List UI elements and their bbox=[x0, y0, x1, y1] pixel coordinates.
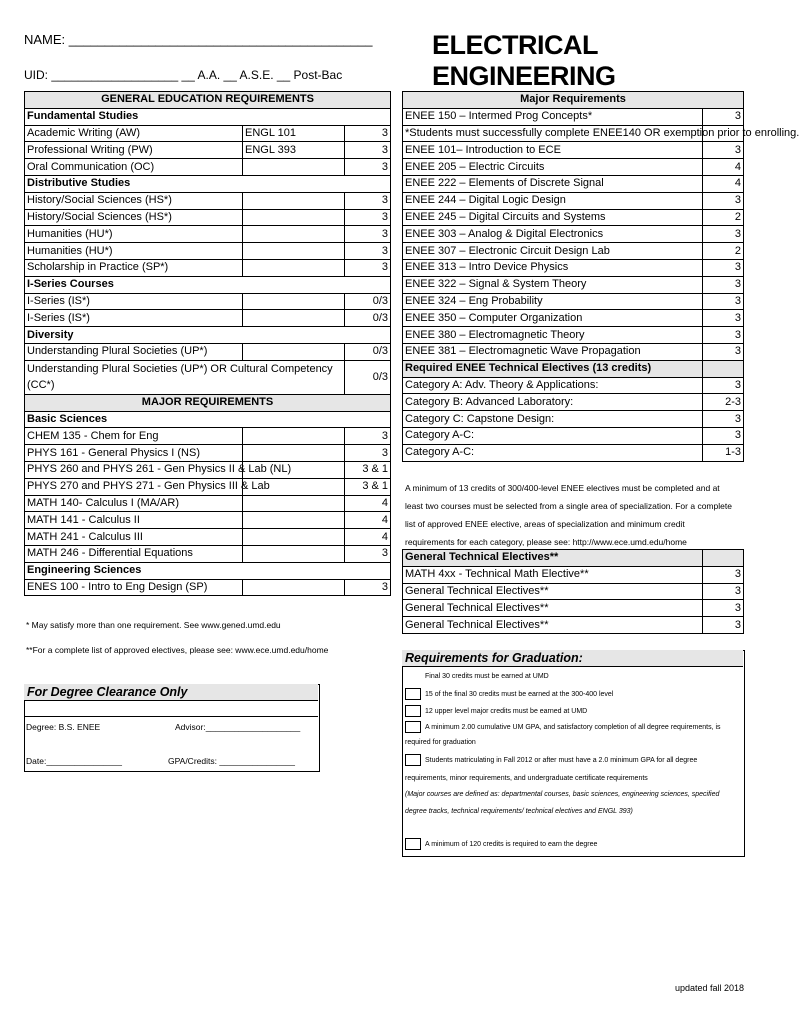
table-row bbox=[25, 411, 391, 428]
elective-note-block bbox=[405, 479, 745, 551]
course-name: ENEE 205 – Electric Circuits bbox=[403, 159, 703, 176]
date-field[interactable]: Date:________________ bbox=[26, 756, 122, 766]
course-name: *Students must successfully complete ENEE140 OR exemption prior to enrolling. bbox=[403, 125, 703, 142]
elective-note-line: least two courses must be selected from a single area of specialization. For a complete bbox=[405, 501, 732, 511]
table-row bbox=[403, 377, 744, 394]
grad-item-text: 15 of the final 30 credits must be earned at the 300-400 level bbox=[425, 691, 614, 698]
grad-item bbox=[405, 752, 740, 788]
credit-value: 3 bbox=[345, 142, 391, 159]
major-requirements-table bbox=[402, 91, 799, 462]
credit-value: 2 bbox=[703, 243, 744, 260]
table-row bbox=[25, 327, 391, 344]
table-row bbox=[403, 209, 744, 226]
credit-value: 3 bbox=[703, 108, 744, 125]
course-name: ENEE 350 – Computer Organization bbox=[403, 310, 703, 327]
table-row bbox=[25, 579, 391, 596]
credit-value: 0/3 bbox=[345, 360, 391, 394]
course-name: Category A: Adv. Theory & Applications: bbox=[403, 377, 703, 394]
course-name: ENEE 101– Introduction to ECE bbox=[403, 142, 703, 159]
course-name: Oral Communication (OC) bbox=[25, 159, 243, 176]
course-name: Required ENEE Technical Electives (13 credits) bbox=[403, 360, 703, 377]
table-row bbox=[25, 175, 391, 192]
gpa-credits-field[interactable]: GPA/Credits: ________________ bbox=[168, 756, 295, 766]
credit-value: 3 bbox=[345, 159, 391, 176]
table-row bbox=[25, 125, 391, 142]
table-row bbox=[25, 142, 391, 159]
course-code bbox=[243, 310, 345, 327]
table-row bbox=[25, 259, 391, 276]
table-row bbox=[403, 192, 744, 209]
credit-value bbox=[703, 360, 744, 377]
table-row bbox=[25, 276, 391, 293]
grad-item bbox=[405, 720, 740, 750]
course-code bbox=[243, 343, 345, 360]
table-row bbox=[403, 159, 744, 176]
section-band: GENERAL EDUCATION REQUIREMENTS bbox=[25, 92, 391, 109]
credit-value: 4 bbox=[345, 512, 391, 529]
credit-value: 3 bbox=[345, 192, 391, 209]
table-row bbox=[25, 209, 391, 226]
course-code bbox=[243, 209, 345, 226]
course-code bbox=[243, 529, 345, 546]
table-row bbox=[25, 159, 391, 176]
credit-value: 0/3 bbox=[345, 343, 391, 360]
table-row bbox=[25, 512, 391, 529]
course-name: ENEE 324 – Eng Probability bbox=[403, 293, 703, 310]
credit-value: 3 bbox=[345, 445, 391, 462]
table-row bbox=[403, 142, 744, 159]
course-name: ENES 100 - Intro to Eng Design (SP) bbox=[25, 579, 243, 596]
course-name: PHYS 270 and PHYS 271 - Gen Physics III & Lab bbox=[25, 478, 243, 495]
table-row bbox=[403, 293, 744, 310]
table-row bbox=[403, 327, 744, 344]
section-band: MAJOR REQUIREMENTS bbox=[25, 394, 391, 411]
course-name: Category A-C: bbox=[403, 444, 703, 461]
credit-value: 3 bbox=[345, 209, 391, 226]
credit-value: 4 bbox=[703, 175, 744, 192]
table-row bbox=[25, 310, 391, 327]
course-name: PHYS 161 - General Physics I (NS) bbox=[25, 445, 243, 462]
course-name: Understanding Plural Societies (UP*) bbox=[25, 343, 243, 360]
course-code bbox=[243, 512, 345, 529]
table-row bbox=[25, 343, 391, 360]
table-row bbox=[403, 411, 744, 428]
grad-item bbox=[405, 668, 740, 685]
credit-value: 3 bbox=[345, 125, 391, 142]
elective-note-line: requirements for each category, please see: http://www.ece.umd.edu/home bbox=[405, 537, 687, 547]
table-row bbox=[403, 276, 744, 293]
grad-item-text: A minimum of 120 credits is required to earn the degree bbox=[425, 841, 598, 848]
grad-item-text: Final 30 credits must be earned at UMD bbox=[425, 673, 549, 680]
course-name: ENEE 322 – Signal & System Theory bbox=[403, 276, 703, 293]
table-row bbox=[403, 583, 744, 600]
table-row bbox=[25, 243, 391, 260]
table-row bbox=[403, 394, 744, 411]
grad-item bbox=[405, 686, 740, 703]
course-name: General Technical Electives** bbox=[403, 583, 703, 600]
course-code bbox=[243, 579, 345, 596]
page-title: ELECTRICAL ENGINEERING bbox=[432, 30, 616, 91]
credit-value: 3 bbox=[703, 293, 744, 310]
course-name: ENEE 222 – Elements of Discrete Signal bbox=[403, 175, 703, 192]
course-code: ENGL 393 bbox=[243, 142, 345, 159]
table-row bbox=[403, 444, 744, 461]
course-name: I-Series (IS*) bbox=[25, 310, 243, 327]
course-name: MATH 140- Calculus I (MA/AR) bbox=[25, 495, 243, 512]
credit-value bbox=[703, 550, 744, 567]
course-name: ENEE 303 – Analog & Digital Electronics bbox=[403, 226, 703, 243]
credit-value: 4 bbox=[345, 495, 391, 512]
credit-value: 3 bbox=[703, 617, 744, 634]
table-row bbox=[403, 427, 744, 444]
section-heading: I-Series Courses bbox=[25, 276, 391, 293]
table-row bbox=[25, 226, 391, 243]
grad-item-text: A minimum 2.00 cumulative UM GPA, and satisfactory completion of all degree requirements, is required for graduation bbox=[405, 724, 721, 746]
course-code bbox=[243, 495, 345, 512]
course-code bbox=[243, 428, 345, 445]
general-education-table bbox=[24, 91, 391, 596]
course-name: Category B: Advanced Laboratory: bbox=[403, 394, 703, 411]
credit-value: 3 bbox=[703, 226, 744, 243]
table-row bbox=[25, 545, 391, 562]
credit-value: 3 bbox=[703, 192, 744, 209]
credit-value: 3 bbox=[703, 343, 744, 360]
course-code bbox=[243, 243, 345, 260]
credit-value: 3 bbox=[703, 583, 744, 600]
electives-note: **For a complete list of approved electives, please see: www.ece.umd.edu/home bbox=[26, 645, 329, 655]
credit-value: 4 bbox=[345, 529, 391, 546]
clearance-blank-row bbox=[24, 702, 318, 717]
course-name: ENEE 380 – Electromagnetic Theory bbox=[403, 327, 703, 344]
updated-date: updated fall 2018 bbox=[675, 983, 745, 993]
course-name: General Technical Electives** bbox=[403, 550, 703, 567]
course-name: General Technical Electives** bbox=[403, 617, 703, 634]
credit-value: 3 bbox=[345, 579, 391, 596]
course-name: Humanities (HU*) bbox=[25, 243, 243, 260]
grad-checkbox[interactable] bbox=[405, 721, 421, 733]
credit-value: 3 bbox=[345, 243, 391, 260]
table-row bbox=[25, 529, 391, 546]
course-name: ENEE 381 – Electromagnetic Wave Propagation bbox=[403, 343, 703, 360]
table-row bbox=[25, 562, 391, 579]
section-heading: Distributive Studies bbox=[25, 175, 391, 192]
table-row bbox=[403, 125, 744, 142]
credit-value: 3 bbox=[703, 377, 744, 394]
table-row bbox=[25, 478, 391, 495]
credit-value: 3 & 1 bbox=[345, 461, 391, 478]
table-row bbox=[403, 550, 744, 567]
table-row bbox=[403, 92, 744, 109]
course-name: MATH 141 - Calculus II bbox=[25, 512, 243, 529]
credit-value: 3 bbox=[345, 226, 391, 243]
credit-value: 3 bbox=[703, 310, 744, 327]
credit-value: 3 bbox=[703, 411, 744, 428]
name-field-label: NAME: __________________________________________ bbox=[24, 32, 373, 47]
course-name: General Technical Electives** bbox=[403, 600, 703, 617]
table-row bbox=[25, 293, 391, 310]
course-name: MATH 4xx - Technical Math Elective** bbox=[403, 566, 703, 583]
course-code bbox=[243, 159, 345, 176]
table-row bbox=[403, 243, 744, 260]
elective-note-line: list of approved ENEE elective, areas of specialization and minimum credit bbox=[405, 519, 685, 529]
section-band: Major Requirements bbox=[403, 92, 744, 109]
credit-value: 1-3 bbox=[703, 444, 744, 461]
table-row bbox=[403, 108, 744, 125]
table-row bbox=[25, 445, 391, 462]
course-code: ENGL 101 bbox=[243, 125, 345, 142]
table-row bbox=[25, 394, 391, 411]
grad-item-text: (Major courses are defined as: departmental courses, basic sciences, engineering sciences, specified degree tracks, technical requirements/ technical electives and ENGL 393) bbox=[405, 791, 720, 815]
credit-value: 0/3 bbox=[345, 310, 391, 327]
table-row bbox=[403, 343, 744, 360]
advisor-field[interactable]: Advisor:____________________ bbox=[175, 722, 301, 732]
section-heading: Fundamental Studies bbox=[25, 108, 391, 125]
course-name: Academic Writing (AW) bbox=[25, 125, 243, 142]
table-row bbox=[403, 259, 744, 276]
course-name: I-Series (IS*) bbox=[25, 293, 243, 310]
credit-value: 3 bbox=[703, 327, 744, 344]
table-row bbox=[25, 495, 391, 512]
credit-value: 3 & 1 bbox=[345, 478, 391, 495]
course-name: PHYS 260 and PHYS 261 - Gen Physics II & Lab (NL) bbox=[25, 461, 243, 478]
table-row bbox=[403, 310, 744, 327]
course-name: CHEM 135 - Chem for Eng bbox=[25, 428, 243, 445]
grad-checkbox[interactable] bbox=[405, 688, 421, 700]
credit-value: 3 bbox=[703, 142, 744, 159]
table-row bbox=[403, 226, 744, 243]
course-code bbox=[243, 192, 345, 209]
course-name: History/Social Sciences (HS*) bbox=[25, 209, 243, 226]
credit-value: 3 bbox=[345, 259, 391, 276]
table-row bbox=[25, 360, 391, 394]
grad-checkbox[interactable] bbox=[405, 705, 421, 717]
course-name: Humanities (HU*) bbox=[25, 226, 243, 243]
course-name: Category A-C: bbox=[403, 427, 703, 444]
grad-item bbox=[405, 836, 740, 853]
table-row bbox=[403, 360, 744, 377]
degree-clearance-title: For Degree Clearance Only bbox=[24, 684, 318, 701]
table-row bbox=[25, 192, 391, 209]
grad-item bbox=[405, 703, 740, 720]
course-code bbox=[243, 259, 345, 276]
credit-value: 0/3 bbox=[345, 293, 391, 310]
course-name: ENEE 150 – Intermed Prog Concepts* bbox=[403, 108, 703, 125]
table-row bbox=[403, 175, 744, 192]
uid-program-line: UID: ___________________ __ A.A. __ A.S.E. __ Post-Bac bbox=[24, 68, 343, 82]
credit-value: 2-3 bbox=[703, 394, 744, 411]
credit-value: 3 bbox=[703, 566, 744, 583]
table-row bbox=[403, 600, 744, 617]
course-name: Scholarship in Practice (SP*) bbox=[25, 259, 243, 276]
credit-value: 2 bbox=[703, 209, 744, 226]
credit-value: 3 bbox=[345, 545, 391, 562]
graduation-title: Requirements for Graduation: bbox=[402, 650, 743, 667]
course-name: MATH 246 - Differential Equations bbox=[25, 545, 243, 562]
section-heading: Basic Sciences bbox=[25, 411, 391, 428]
section-heading: Engineering Sciences bbox=[25, 562, 391, 579]
gened-note: * May satisfy more than one requirement. See www.gened.umd.edu bbox=[26, 620, 281, 630]
course-name: Professional Writing (PW) bbox=[25, 142, 243, 159]
course-name: ENEE 244 – Digital Logic Design bbox=[403, 192, 703, 209]
credit-value: 4 bbox=[703, 159, 744, 176]
course-code bbox=[243, 293, 345, 310]
grad-item bbox=[405, 786, 740, 820]
course-name: ENEE 307 – Electronic Circuit Design Lab bbox=[403, 243, 703, 260]
grad-checkbox[interactable] bbox=[405, 754, 421, 766]
technical-electives-table bbox=[402, 549, 744, 634]
section-heading: Diversity bbox=[25, 327, 391, 344]
grad-checkbox[interactable] bbox=[405, 838, 421, 850]
course-name: ENEE 245 – Digital Circuits and Systems bbox=[403, 209, 703, 226]
course-code bbox=[243, 226, 345, 243]
table-row bbox=[25, 108, 391, 125]
table-row bbox=[25, 92, 391, 109]
course-code bbox=[243, 445, 345, 462]
course-name: Category C: Capstone Design: bbox=[403, 411, 703, 428]
credit-value: 3 bbox=[703, 276, 744, 293]
credit-value: 3 bbox=[703, 427, 744, 444]
elective-note-line: A minimum of 13 credits of 300/400-level ENEE electives must be completed and at bbox=[405, 483, 720, 493]
course-name: MATH 241 - Calculus III bbox=[25, 529, 243, 546]
table-row bbox=[403, 566, 744, 583]
table-row bbox=[403, 617, 744, 634]
grad-item-text: Students matriculating in Fall 2012 or after must have a 2.0 minimum GPA for all degree requirements, minor requirements, and undergraduate certificate requirements bbox=[405, 757, 698, 782]
table-row bbox=[25, 428, 391, 445]
degree-label: Degree: B.S. ENEE bbox=[26, 722, 101, 732]
table-row bbox=[25, 461, 391, 478]
grad-item-text: 12 upper level major credits must be earned at UMD bbox=[425, 708, 588, 715]
course-name: History/Social Sciences (HS*) bbox=[25, 192, 243, 209]
credit-value: 3 bbox=[703, 259, 744, 276]
course-name: Understanding Plural Societies (UP*) OR Cultural Competency (CC*) bbox=[25, 360, 345, 394]
course-code bbox=[243, 545, 345, 562]
credit-value: 3 bbox=[703, 600, 744, 617]
course-name: ENEE 313 – Intro Device Physics bbox=[403, 259, 703, 276]
credit-value: 3 bbox=[345, 428, 391, 445]
